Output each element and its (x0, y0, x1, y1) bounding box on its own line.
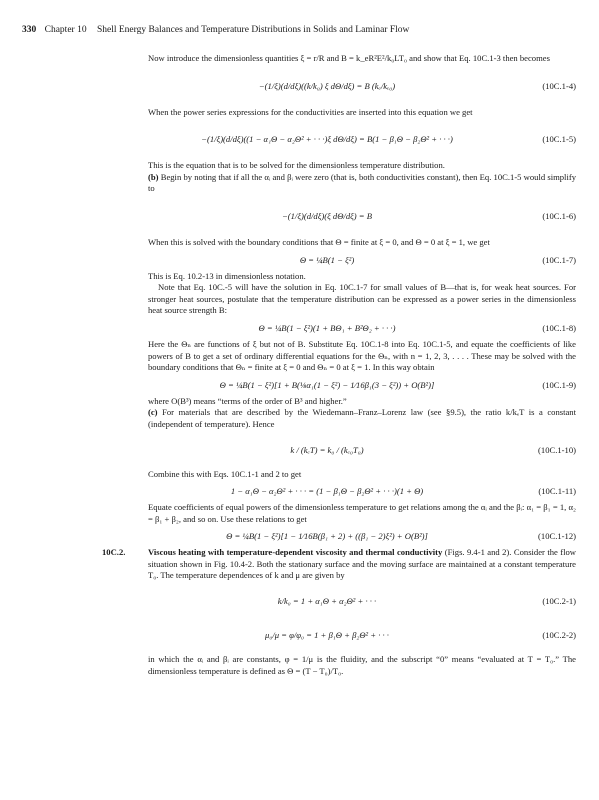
running-header (22, 25, 582, 35)
paragraph-weak-heat: Note that Eq. 10C.-5 will have the solution in Eq. 10C.1-7 for small values of B—that is, for weak heat sources. For stronger heat sources, postulate that the temperature distribution can be expressed as a power series in the dimensionless heat source strength B: (148, 282, 576, 316)
paragraph-part-b (148, 172, 576, 195)
paragraph-combine: Combine this with Eqs. 10C.1-1 and 2 to get (148, 468, 302, 479)
equation-10c1-4 (148, 69, 576, 103)
paragraph-boundary-conditions: When this is solved with the boundary conditions that Θ = finite at ξ = 0, and Θ = 0 at ξ = 1, we get (148, 236, 490, 247)
paragraph-fluidity: in which the αᵢ and βᵢ are constants, φ = 1/μ is the fluidity, and the subscript “0” means “evaluated at T = T₀.” The dimensionless temperature is defined as Θ = (T − T₀)/T₀. (148, 654, 576, 676)
section-number: 10C.2. (102, 547, 126, 558)
equation-10c1-12 (148, 528, 576, 544)
equation-10c1-6 (148, 199, 576, 233)
part-label-c: (c) (148, 407, 158, 418)
equation-body: −(1/ξ)(d/dξ)((1 − α₁Θ − α₂Θ² + · · ·)ξ dΘ/dξ) = B(1 − β₁Θ − β₂Θ² + · · ·) (201, 134, 453, 145)
equation-10c2-2 (148, 620, 576, 650)
part-label-b: (b) (148, 171, 159, 182)
equation-10c1-7 (148, 252, 576, 268)
equation-body: −(1/ξ)(d/dξ)((k/k₀) ξ dΘ/dξ) = B (kₑ/kₑ₀) (258, 80, 396, 91)
equation-10c2-1 (148, 586, 576, 616)
equation-10c1-8 (148, 320, 576, 336)
section-10c2 (102, 547, 576, 582)
equation-body: −(1/ξ)(d/dξ)(ξ dΘ/dξ) = B (281, 210, 373, 221)
part-b-text: Begin by noting that if all the αᵢ and βᵢ were zero (that is, both conductivities constant), then Eq. 10C.1-5 would simplify to (148, 171, 576, 194)
equation-number: (10C.1-8) (542, 322, 576, 333)
section-text: (Figs. 9.4-1 and 2). Consider the flow situation shown in Fig. 10.4-2. Both the stationary surface and the moving surface are maintained at a constant temperature T₀. The temperature dependences of k and μ are given by (148, 547, 576, 581)
equation-body: Θ = ¼B(1 − ξ²)[1 − 1⁄16B(β₁ + 2) + ((β₁ − 2)ξ²) + O(B²)] (226, 531, 428, 542)
paragraph-equate-coefficients: Equate coefficients of equal powers of the dimensionless temperature to get relations among the αᵢ and the βᵢ: α₁ = β₁ = 1, α₂ = β₁ + β₂, and so on. Use these relations to get (148, 502, 576, 524)
equation-10c1-5 (148, 122, 576, 156)
page-number: 330 (22, 25, 37, 35)
equation-number: (10C.1-11) (538, 486, 576, 497)
equation-10c1-11 (148, 483, 576, 499)
equation-body: Θ = ¼B(1 − ξ²)(1 + BΘ₁ + B²Θ₂ + · · ·) (258, 322, 396, 333)
text-column (102, 53, 576, 677)
equation-body: k / (kₑT) = k₀ / (kₑ₀T₀) (290, 444, 364, 455)
paragraph-power-series: When the power series expressions for the conductivities are inserted into this equation we get (148, 106, 473, 117)
equation-body: μ₀/μ = φ/φ₀ = 1 + β₁Θ + β₂Θ² + · · · (265, 630, 389, 641)
equation-10c1-9 (148, 377, 576, 393)
equation-number: (10C.1-7) (542, 254, 576, 265)
equation-number: (10C.1-5) (542, 134, 576, 145)
paragraph-to-be-solved: This is the equation that is to be solved for the dimensionless temperature distribution. (148, 160, 445, 171)
section-title: Viscous heating with temperature-dependent viscosity and thermal conductivity (148, 547, 443, 558)
paragraph-part-c (148, 407, 576, 430)
paragraph-order-note: where O(B³) means “terms of the order of B³ and higher.” (148, 395, 347, 406)
equation-body: 1 − α₁Θ − α₂Θ² + · · · = (1 − β₁Θ − β₂Θ² + · · ·)(1 + Θ) (230, 486, 424, 497)
equation-body: Θ = ¼B(1 − ξ²) (299, 254, 355, 265)
chapter-label: Chapter 10 (44, 25, 87, 35)
part-c-text: For materials that are described by the Wiedemann–Franz–Lorenz law (see §9.5), the ratio k/kₑT is a constant (independent of temperature). Hence (148, 407, 576, 429)
equation-number: (10C.1-10) (538, 444, 576, 455)
equation-number: (10C.1-4) (542, 80, 576, 91)
chapter-title: Shell Energy Balances and Temperature Distributions in Solids and Laminar Flow (96, 25, 410, 35)
equation-number: (10C.2-1) (542, 596, 576, 607)
equation-10c1-10 (148, 435, 576, 465)
equation-body: k/k₀ = 1 + α₁Θ + α₂Θ² + · · · (277, 596, 377, 607)
equation-body: Θ = ¼B(1 − ξ²)[1 + B(⅛α₁(1 − ξ²) − 1⁄16β₁(3 − ξ²)) + O(B²)] (219, 379, 435, 390)
equation-number: (10C.2-2) (542, 630, 576, 641)
equation-number: (10C.1-9) (542, 379, 576, 390)
equation-number: (10C.1-6) (542, 210, 576, 221)
paragraph-intro: Now introduce the dimensionless quantities ξ = r/R and B = k_eR²E²/k₀LT₀ and show that Eq. 10C.1-3 then becomes (148, 53, 550, 63)
paragraph-dimensionless-notation: This is Eq. 10.2-13 in dimensionless notation. (148, 270, 306, 281)
paragraph-theta-n: Here the Θₙ are functions of ξ but not of B. Substitute Eq. 10C.1-8 into Eq. 10C.1-5, and equate the coefficients of like powers of B to get a set of ordinary differential equations for the Θₙ, with n = 1, 2, 3, . . . . These may be solved with the boundary conditions that Θₙ = finite at ξ = 0 and Θₙ = 0 at ξ = 1. In this way obtain (148, 338, 576, 373)
equation-number: (10C.1-12) (538, 531, 576, 542)
